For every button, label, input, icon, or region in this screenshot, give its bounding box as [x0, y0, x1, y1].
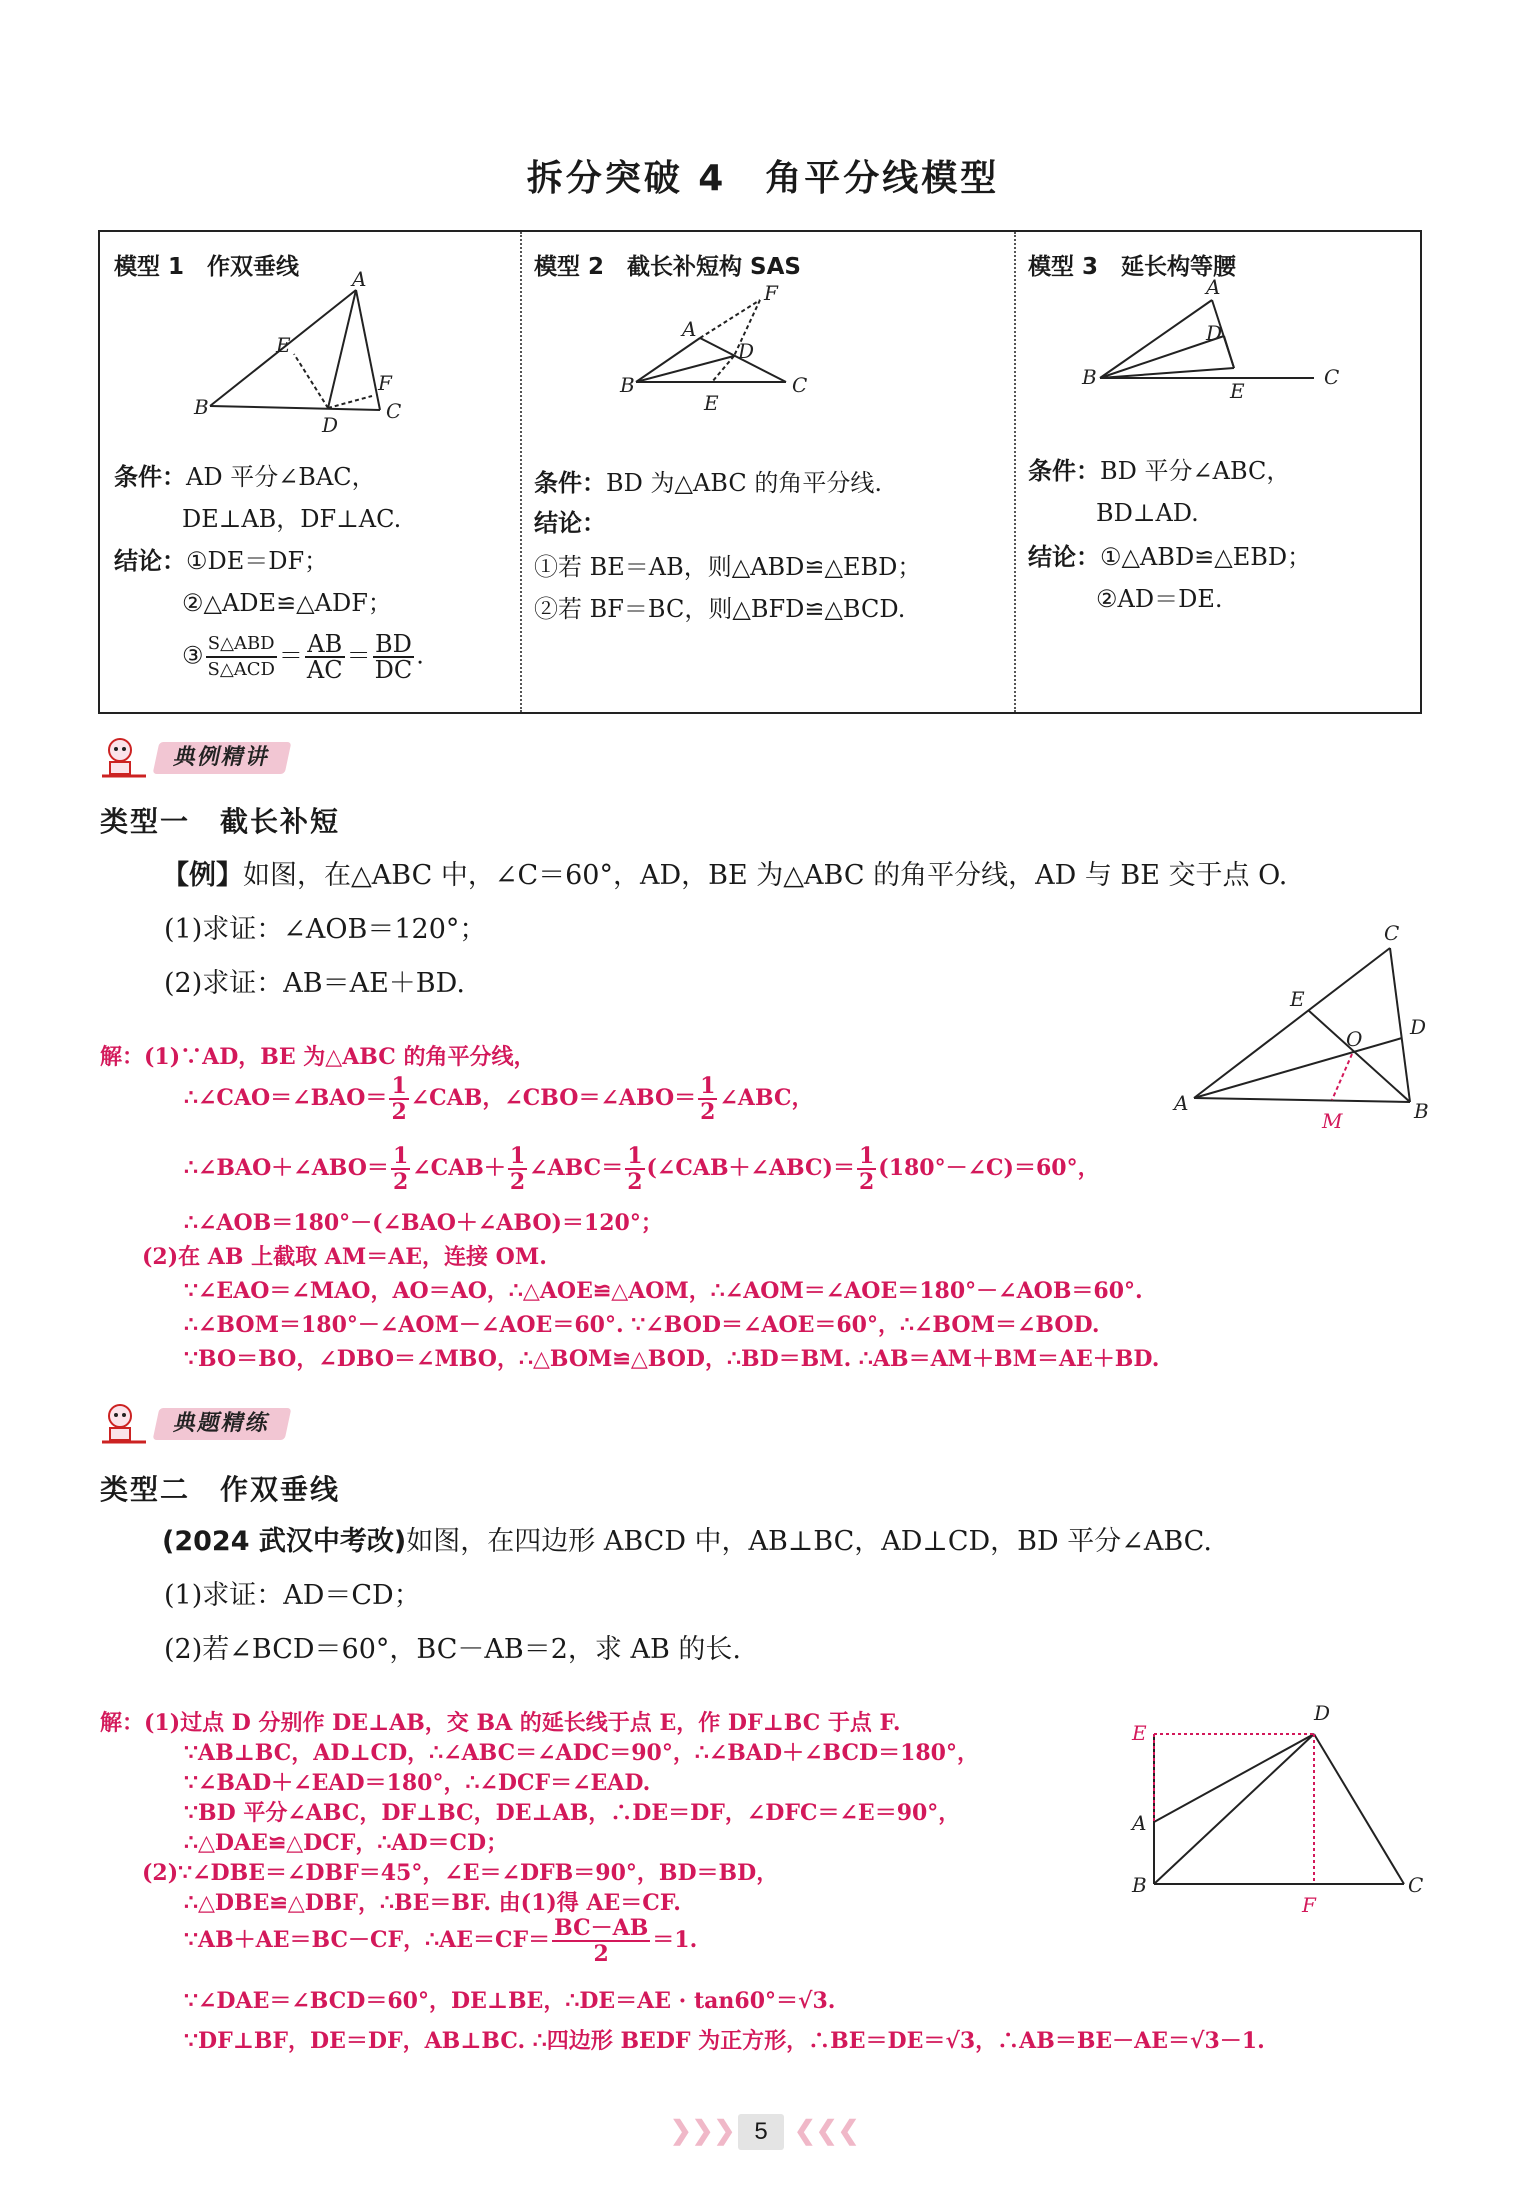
section-heading-type1: 类型一 截长补短 [100, 805, 341, 838]
solution2-line3: ∵∠BAD＋∠EAD＝180°，∴∠DCF＝∠EAD. [184, 1770, 651, 1796]
model-2-conc1: ①若 BE＝AB，则△ABD≌△EBD； [534, 553, 922, 581]
label-d: D [1314, 1701, 1331, 1725]
example-figure [1166, 920, 1436, 1133]
label-f: F [764, 281, 778, 305]
cartoon-mascot-icon [98, 736, 150, 780]
label-c: C [1324, 365, 1340, 389]
label-a: A [352, 267, 367, 291]
label-d: D [1206, 321, 1223, 345]
model-1-conc1: 结论：①DE＝DF； [114, 547, 329, 575]
badge-label: 典例精讲 [153, 742, 292, 774]
solution1-line8: ∵BO＝BO，∠DBO＝∠MBO，∴△BOM≌△BOD，∴BD＝BM. ∴AB＝AM＋BM＝AE＋BD. [184, 1346, 1160, 1372]
model-1-figure [190, 267, 450, 442]
label-c: C [386, 399, 402, 423]
solution2-line5: ∴△DAE≌△DCF，∴AD＝CD； [184, 1830, 509, 1856]
model-1-cell [100, 232, 522, 712]
label-b: B [1132, 1873, 1147, 1897]
model-3-figure [1074, 275, 1374, 428]
model-1-conc3: ③ $\frac{\text{S△ABD}}{\text{S△ACD}}$ ＝ $\frac{AB}{AC}$ ＝ $\frac{BD}{DC}$ . [182, 630, 424, 684]
problem-stem: (2024 武汉中考改)如图，在四边形 ABCD 中，AB⊥BC，AD⊥CD，BD 平分∠ABC. [162, 1526, 1212, 1557]
solution1-line2: ∴∠CAO＝∠BAO＝ $\frac{1}{2}$ ∠CAB，∠CBO＝∠ABO＝ $\frac{1}{2}$ ∠ABC， [184, 1073, 814, 1125]
model-3-cond1: 条件：BD 平分∠ABC， [1028, 457, 1291, 485]
label-a: A [1132, 1811, 1147, 1835]
label-a: A [682, 317, 697, 341]
label-o: O [1346, 1027, 1363, 1051]
model-1-heading: 模型 1 作双垂线 [114, 254, 300, 280]
solution1-line5: (2)在 AB 上截取 AM＝AE，连接 OM. [142, 1244, 547, 1270]
section-heading-type2: 类型二 作双垂线 [100, 1473, 341, 1506]
problem-q1: (1)求证：AD＝CD； [164, 1580, 421, 1611]
model-1-cond2: DE⊥AB，DF⊥AC. [182, 505, 402, 533]
model-3-cond2: BD⊥AD. [1096, 499, 1199, 527]
problem-figure [1118, 1690, 1438, 1920]
label-d: D [322, 413, 339, 437]
solution1-line7: ∴∠BOM＝180°－∠AOM－∠AOE＝60°. ∵∠BOD＝∠AOE＝60°，∴∠BOM＝∠BOD. [184, 1312, 1100, 1338]
label-e: E [276, 333, 291, 357]
section-badge-practice [98, 1402, 398, 1446]
badge-label: 典题精练 [153, 1408, 292, 1440]
cartoon-mascot-icon [98, 1402, 150, 1446]
model-2-conc2: ②若 BF＝BC，则△BFD≌△BCD. [534, 595, 906, 623]
label-e: E [704, 391, 719, 415]
label-d: D [738, 339, 755, 363]
label-e: E [1132, 1721, 1147, 1745]
model-1-cond1: 条件：AD 平分∠BAC， [114, 463, 376, 491]
label-c: C [792, 373, 808, 397]
label-m: M [1322, 1109, 1343, 1133]
label-b: B [194, 395, 209, 419]
label-b: B [620, 373, 635, 397]
problem-q2: (2)若∠BCD＝60°，BC－AB＝2，求 AB 的长. [164, 1634, 741, 1665]
label-b: B [1082, 365, 1097, 389]
model-3-cell [1014, 232, 1420, 712]
solution1-line4: ∴∠AOB＝180°－(∠BAO＋∠ABO)＝120°； [184, 1210, 663, 1236]
label-e: E [1290, 987, 1305, 1011]
solution2-line10: ∵DF⊥BF，DE＝DF，AB⊥BC. ∴四边形 BEDF 为正方形，∴BE＝DE＝√3，∴AB＝BE－AE＝√3－1. [184, 2028, 1265, 2054]
solution2-line8: ∵AB＋AE＝BC－CF，∴AE＝CF＝ $\frac{BC-AB}{2}$ ＝1. [184, 1915, 698, 1967]
model-3-conc2: ②AD＝DE. [1096, 585, 1223, 613]
label-d: D [1410, 1015, 1427, 1039]
model-3-conc1: 结论：①△ABD≌△EBD； [1028, 543, 1312, 571]
model-2-heading: 模型 2 截长补短构 SAS [534, 254, 801, 280]
model-1-conc2: ②△ADE≌△ADF； [182, 589, 392, 617]
model-3-heading: 模型 3 延长构等腰 [1028, 254, 1237, 280]
label-f: F [1302, 1893, 1316, 1917]
solution2-line9: ∵∠DAE＝∠BCD＝60°，DE⊥BE，∴DE＝AE · tan60°＝√3. [184, 1988, 836, 2014]
model-2-cell [520, 232, 1016, 712]
solution2-line2: ∵AB⊥BC，AD⊥CD，∴∠ABC＝∠ADC＝90°，∴∠BAD＋∠BCD＝180°， [184, 1740, 979, 1766]
label-b: B [1414, 1099, 1429, 1123]
solution2-line1: 解：(1)过点 D 分别作 DE⊥AB，交 BA 的延长线于点 E，作 DF⊥BC 于点 F. [100, 1710, 901, 1736]
example-stem: 【例】如图，在△ABC 中，∠C＝60°，AD，BE 为△ABC 的角平分线，AD 与 BE 交于点 O. [162, 860, 1288, 891]
example-q2: (2)求证：AB＝AE＋BD. [164, 968, 465, 999]
label-a: A [1206, 275, 1221, 299]
page-title: 拆分突破 4 角平分线模型 [526, 158, 1000, 199]
example-q1: (1)求证：∠AOB＝120°； [164, 914, 487, 945]
label-f: F [378, 371, 392, 395]
page-number-footer [660, 2112, 860, 2152]
models-table [98, 230, 1422, 714]
solution2-line6: (2)∵∠DBE＝∠DBF＝45°，∠E＝∠DFB＝90°，BD＝BD， [142, 1860, 779, 1886]
model-2-figure [620, 282, 880, 442]
chevron-right-icon: ❯❯❯ [670, 2116, 736, 2146]
solution1-line3: ∴∠BAO＋∠ABO＝ $\frac{1}{2}$ ∠CAB＋ $\frac{1}{2}$ ∠ABC＝ $\frac{1}{2}$ (∠CAB＋∠ABC)＝ $\frac{1}{2}$ (180°－∠C)＝60°， [184, 1143, 1100, 1195]
solution1-line1: 解：(1)∵AD，BE 为△ABC 的角平分线， [100, 1044, 536, 1070]
model-2-cond1: 条件：BD 为△ABC 的角平分线. [534, 469, 882, 497]
section-badge-examples [98, 736, 398, 780]
solution2-line4: ∵BD 平分∠ABC，DF⊥BC，DE⊥AB，∴DE＝DF，∠DFC＝∠E＝90°， [184, 1800, 961, 1826]
chevron-left-icon: ❮❮❮ [794, 2116, 860, 2146]
label-a: A [1174, 1091, 1189, 1115]
model-2-conc-label: 结论： [534, 509, 606, 537]
label-c: C [1408, 1873, 1424, 1897]
solution1-line6: ∵∠EAO＝∠MAO，AO＝AO，∴△AOE≌△AOM，∴∠AOM＝∠AOE＝180°－∠AOB＝60°. [184, 1278, 1143, 1304]
label-c: C [1384, 921, 1400, 945]
solution2-line7: ∴△DBE≌△DBF，∴BE＝BF. 由(1)得 AE＝CF. [184, 1890, 681, 1916]
label-e: E [1230, 379, 1245, 403]
page-number: 5 [738, 2114, 784, 2150]
